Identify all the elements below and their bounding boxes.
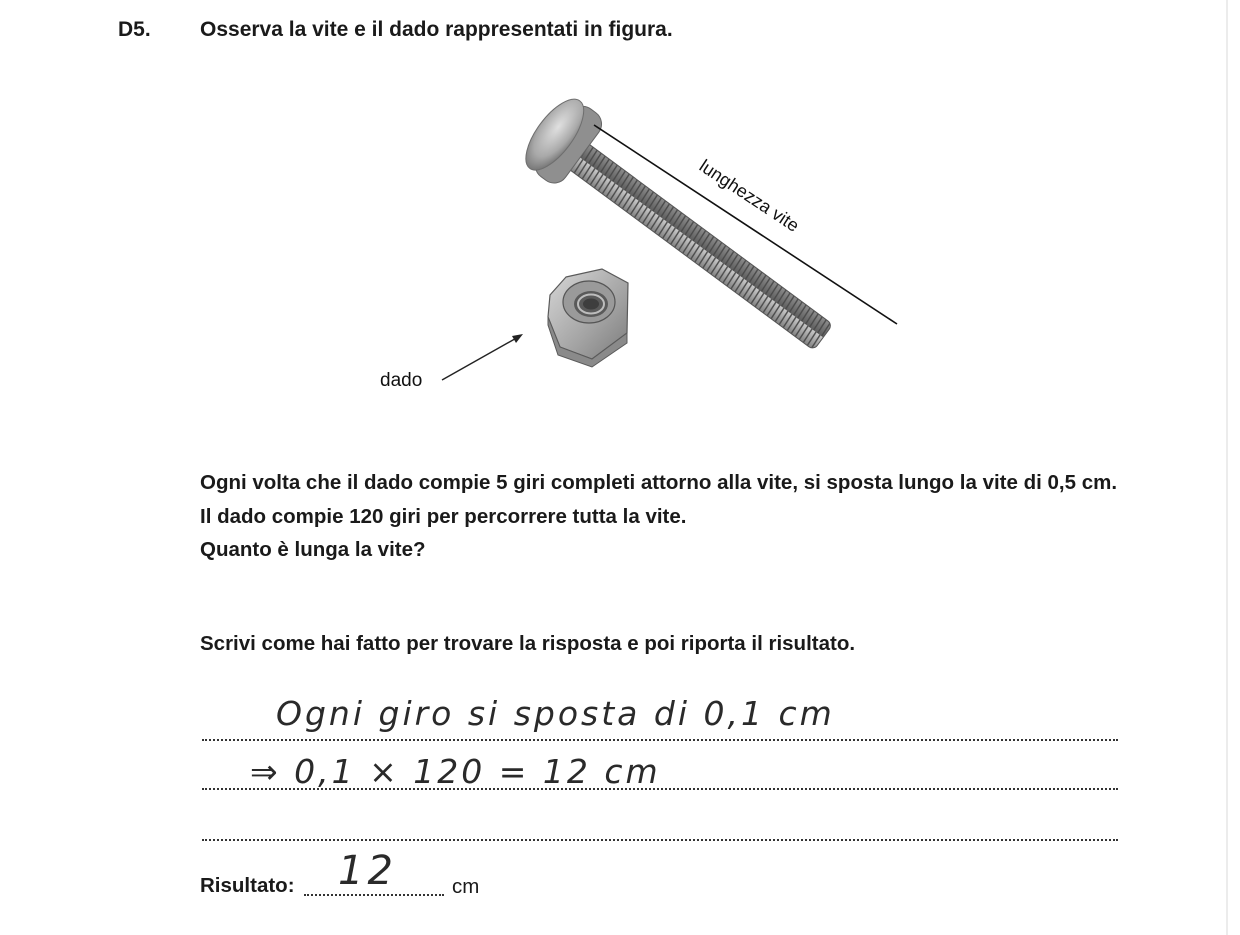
screw-length-label: lunghezza vite xyxy=(695,155,803,236)
handwritten-answer-line-2: ⇒ 0,1 × 120 = 12 cm xyxy=(250,752,661,791)
instruction-text: Scrivi come hai fatto per trovare la risposta e poi riporta il risultato. xyxy=(200,632,856,655)
answer-line-2[interactable] xyxy=(202,788,1118,790)
nut-icon xyxy=(548,269,628,367)
problem-statement xyxy=(200,466,1130,567)
answer-line-1[interactable] xyxy=(202,739,1118,741)
nut-arrow xyxy=(442,334,523,380)
question-number: D5. xyxy=(118,18,151,41)
result-unit: cm xyxy=(452,875,480,898)
problem-question: Quanto è lunga la vite? xyxy=(200,538,426,561)
handwritten-answer-line-1: Ogni giro si sposta di 0,1 cm xyxy=(276,694,835,733)
screw-and-nut-figure xyxy=(370,85,910,425)
answer-line-3[interactable] xyxy=(202,839,1118,841)
problem-line: Ogni volta che il dado compie 5 giri completi attorno alla vite, si sposta lungo la vite di 0,5 cm. xyxy=(200,471,1118,494)
result-label: Risultato: xyxy=(200,874,295,897)
question-title: Osserva la vite e il dado rappresentati in figura. xyxy=(200,18,673,41)
problem-line: Il dado compie 120 giri per percorrere tutta la vite. xyxy=(200,504,687,528)
scan-edge xyxy=(1226,0,1228,935)
result-input-line[interactable] xyxy=(304,894,444,896)
result-value: 12 xyxy=(338,848,397,894)
nut-label: dado xyxy=(380,370,423,391)
